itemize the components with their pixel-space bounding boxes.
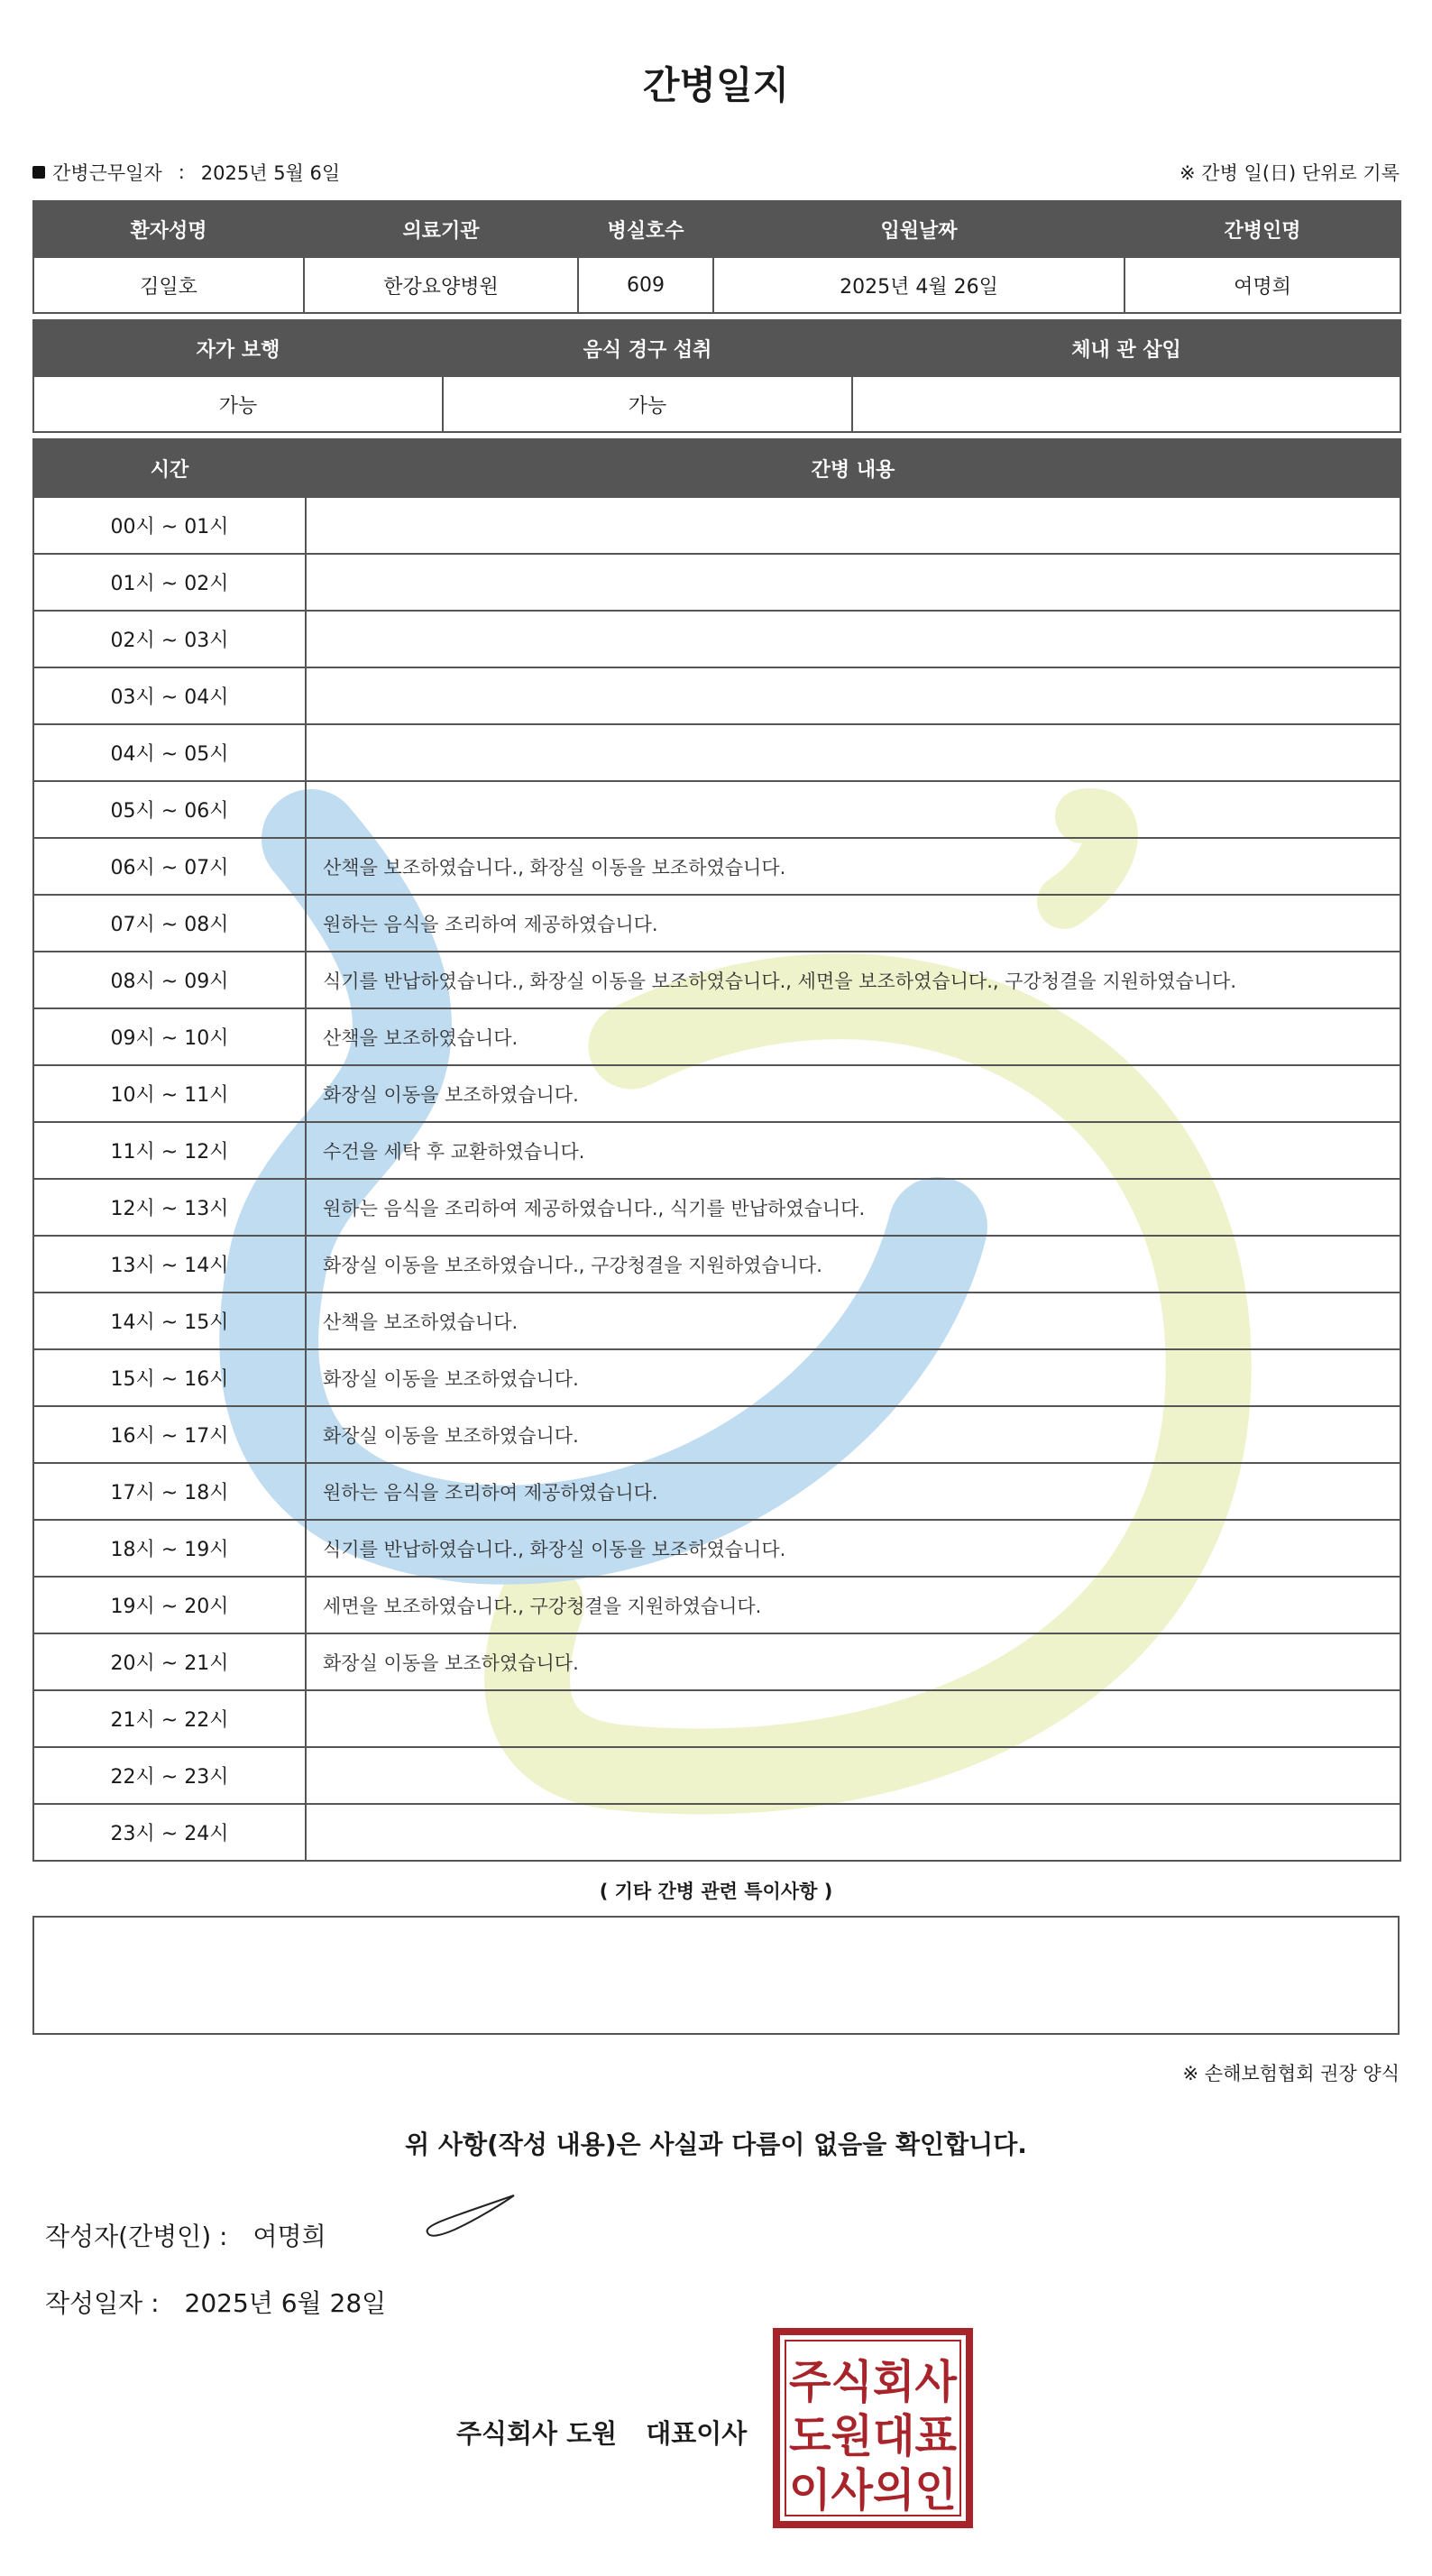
care-log-body — [33, 497, 1400, 1861]
header-self-walking: 자가 보행 — [33, 320, 443, 376]
table-row — [33, 781, 1400, 838]
table-row — [33, 1463, 1400, 1520]
log-time: 03시 ~ 04시 — [33, 667, 306, 724]
table-row — [33, 838, 1400, 895]
confirmation-statement: 위 사항(작성 내용)은 사실과 다름이 없음을 확인합니다. — [405, 2130, 1027, 2159]
header-patient-name: 환자성명 — [33, 201, 304, 257]
header-care-content: 간병 내용 — [306, 439, 1400, 497]
log-content: 원하는 음식을 조리하여 제공하였습니다. — [306, 895, 1400, 952]
log-content: 식기를 반납하였습니다., 화장실 이동을 보조하였습니다. — [306, 1520, 1400, 1577]
log-content: 원하는 음식을 조리하여 제공하였습니다. — [306, 1463, 1400, 1520]
log-content — [306, 1690, 1400, 1747]
patient-info-table — [32, 200, 1401, 314]
log-content: 화장실 이동을 보조하였습니다. — [306, 1406, 1400, 1463]
admission-date: 2025년 4월 26일 — [713, 257, 1124, 313]
header-oral-intake: 음식 경구 섭취 — [443, 320, 852, 376]
log-time: 14시 ~ 15시 — [33, 1293, 306, 1349]
company-name: 주식회사 도원 — [456, 2418, 618, 2449]
table-row — [33, 1804, 1400, 1861]
table-row — [33, 1633, 1400, 1690]
work-date-row — [32, 159, 340, 186]
notes-box — [32, 1916, 1400, 2035]
log-time: 21시 ~ 22시 — [33, 1690, 306, 1747]
patient-name: 김일호 — [33, 257, 304, 313]
table-row — [33, 1520, 1400, 1577]
header-hospital: 의료기관 — [304, 201, 578, 257]
written-date-row — [45, 2284, 386, 2320]
log-content — [306, 611, 1400, 667]
log-content: 화장실 이동을 보조하였습니다., 구강청결을 지원하였습니다. — [306, 1236, 1400, 1293]
writer-row — [45, 2217, 326, 2253]
log-content: 세면을 보조하였습니다., 구강청결을 지원하였습니다. — [306, 1577, 1400, 1633]
notes-title: ( 기타 간병 관련 특이사항 ) — [599, 1881, 833, 1902]
page-title: 간병일지 — [642, 63, 790, 107]
hospital-name: 한강요양병원 — [304, 257, 578, 313]
table-row — [33, 1236, 1400, 1293]
log-content: 화장실 이동을 보조하였습니다. — [306, 1065, 1400, 1122]
log-content: 원하는 음식을 조리하여 제공하였습니다., 식기를 반납하였습니다. — [306, 1179, 1400, 1236]
log-time: 16시 ~ 17시 — [33, 1406, 306, 1463]
log-content: 산책을 보조하였습니다. — [306, 1293, 1400, 1349]
log-time: 07시 ~ 08시 — [33, 895, 306, 952]
header-room-number: 병실호수 — [578, 201, 713, 257]
header-caregiver-name: 간병인명 — [1124, 201, 1400, 257]
log-content — [306, 667, 1400, 724]
log-content: 수건을 세탁 후 교환하였습니다. — [306, 1122, 1400, 1179]
form-footnote: ※ 손해보험협회 권장 양식 — [1182, 2063, 1400, 2084]
writer-label: 작성자(간병인) : — [45, 2222, 228, 2251]
header-tube-insertion: 체내 관 삽입 — [852, 320, 1400, 376]
table-row — [33, 554, 1400, 611]
handwritten-signature — [420, 2192, 519, 2246]
svg-text:도원대표: 도원대표 — [789, 2410, 958, 2462]
patient-status-table — [32, 319, 1401, 433]
log-time: 10시 ~ 11시 — [33, 1065, 306, 1122]
company-row — [456, 2414, 747, 2451]
oral-intake-value: 가능 — [443, 376, 852, 432]
table-row — [33, 667, 1400, 724]
table-row — [33, 497, 1400, 554]
record-note: ※ 간병 일(日) 단위로 기록 — [1180, 162, 1400, 184]
log-time: 18시 ~ 19시 — [33, 1520, 306, 1577]
log-time: 04시 ~ 05시 — [33, 724, 306, 781]
table-row — [33, 1406, 1400, 1463]
self-walking-value: 가능 — [33, 376, 443, 432]
log-time: 17시 ~ 18시 — [33, 1463, 306, 1520]
caregiver-name: 여명희 — [1124, 257, 1400, 313]
table-row — [33, 1008, 1400, 1065]
log-time: 08시 ~ 09시 — [33, 952, 306, 1008]
log-content: 산책을 보조하였습니다., 화장실 이동을 보조하였습니다. — [306, 838, 1400, 895]
tube-insertion-value — [852, 376, 1400, 432]
table-row — [33, 1065, 1400, 1122]
written-date-label: 작성일자 : — [45, 2288, 160, 2318]
log-content — [306, 724, 1400, 781]
header-admission-date: 입원날짜 — [713, 201, 1124, 257]
log-time: 06시 ~ 07시 — [33, 838, 306, 895]
written-date-value: 2025년 6월 28일 — [184, 2288, 387, 2318]
log-time: 09시 ~ 10시 — [33, 1008, 306, 1065]
log-time: 01시 ~ 02시 — [33, 554, 306, 611]
care-log-table — [32, 438, 1401, 1862]
table-row — [33, 1293, 1400, 1349]
table-row — [33, 1122, 1400, 1179]
log-time: 22시 ~ 23시 — [33, 1747, 306, 1804]
log-content: 화장실 이동을 보조하였습니다. — [306, 1633, 1400, 1690]
log-content: 식기를 반납하였습니다., 화장실 이동을 보조하였습니다., 세면을 보조하였습니다., 구강청결을 지원하였습니다. — [306, 952, 1400, 1008]
table-row — [33, 724, 1400, 781]
log-content — [306, 497, 1400, 554]
company-seal-stamp — [772, 2327, 974, 2529]
header-time: 시간 — [33, 439, 306, 497]
writer-name: 여명희 — [252, 2222, 326, 2251]
log-content — [306, 1804, 1400, 1861]
work-date-colon: : — [178, 161, 185, 183]
log-content — [306, 554, 1400, 611]
work-date-value: 2025년 5월 6일 — [200, 162, 341, 184]
log-time: 12시 ~ 13시 — [33, 1179, 306, 1236]
table-row — [33, 895, 1400, 952]
log-content — [306, 781, 1400, 838]
svg-text:이사의인: 이사의인 — [789, 2464, 957, 2516]
log-time: 13시 ~ 14시 — [33, 1236, 306, 1293]
company-role: 대표이사 — [646, 2418, 748, 2449]
table-row — [33, 952, 1400, 1008]
table-row — [33, 1577, 1400, 1633]
table-row — [33, 611, 1400, 667]
log-time: 02시 ~ 03시 — [33, 611, 306, 667]
room-number: 609 — [578, 257, 713, 313]
log-content: 화장실 이동을 보조하였습니다. — [306, 1349, 1400, 1406]
table-row — [33, 1690, 1400, 1747]
svg-text:주식회사: 주식회사 — [789, 2356, 958, 2408]
log-time: 15시 ~ 16시 — [33, 1349, 306, 1406]
log-time: 19시 ~ 20시 — [33, 1577, 306, 1633]
table-row — [33, 1349, 1400, 1406]
work-date-label: 간병근무일자 — [52, 162, 162, 184]
table-row — [33, 1179, 1400, 1236]
log-time: 05시 ~ 06시 — [33, 781, 306, 838]
table-row — [33, 1747, 1400, 1804]
log-time: 11시 ~ 12시 — [33, 1122, 306, 1179]
log-time: 00시 ~ 01시 — [33, 497, 306, 554]
square-bullet-icon — [32, 166, 45, 179]
log-time: 20시 ~ 21시 — [33, 1633, 306, 1690]
log-content — [306, 1747, 1400, 1804]
log-time: 23시 ~ 24시 — [33, 1804, 306, 1861]
log-content: 산책을 보조하였습니다. — [306, 1008, 1400, 1065]
